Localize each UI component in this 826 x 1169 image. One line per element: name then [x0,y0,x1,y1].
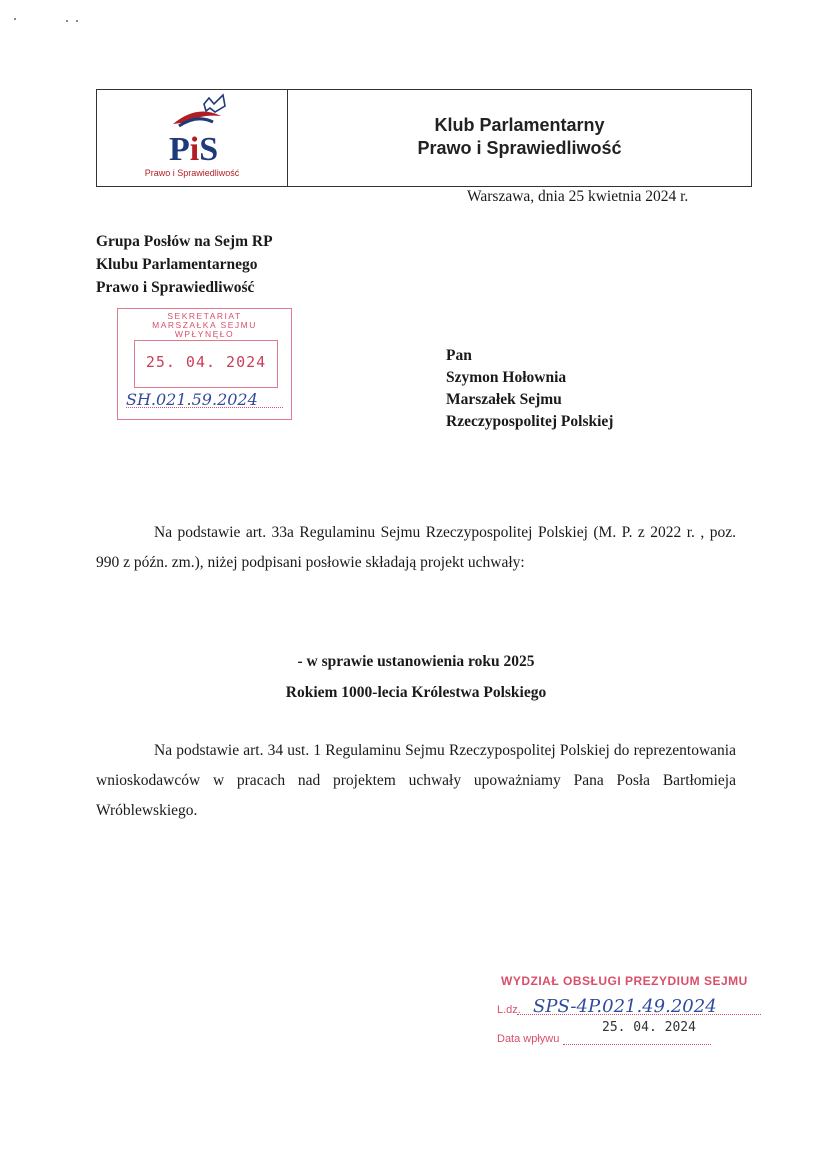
addressee-block [446,345,613,433]
date-received-label: Data wpływu [497,1033,560,1045]
resolution-line: Rokiem 1000-lecia Królestwa Polskiego [285,684,547,701]
resolution-title [96,646,736,708]
crown-icon [204,95,225,112]
addressee-line: Marszałek Sejmu [446,391,562,408]
stamp-header-line: SEKRETARIAT [167,311,242,321]
logo-letter-p: PiS [169,131,219,168]
scan-speck [14,18,16,20]
sender-line: Prawo i Sprawiedliwość [96,279,255,296]
stamp-header-line: MARSZAŁKA SEJMU [152,320,257,330]
addressee-line: Szymon Hołownia [446,369,567,386]
received-stamp [117,308,292,420]
scan-speck [76,20,78,22]
sender-block [96,230,273,299]
office-stamp-header: WYDZIAŁ OBSŁUGI PREZYDIUM SEJMU [501,974,748,988]
club-title [288,114,751,160]
logo-subtitle: Prawo i Sprawiedliwość [144,168,240,178]
stamp-header-line: WPŁYNĘŁO [174,329,235,339]
club-title-line1: Klub Parlamentarny [434,115,605,135]
sender-line: Klubu Parlamentarnego [96,256,258,273]
body-paragraph-2 [96,736,736,826]
body-paragraph-1 [96,518,736,578]
paragraph-text: Na podstawie art. 33a Regulaminu Sejmu Rzeczypospolitej Polskiej (M. P. z 2022 r. , poz. 990 z późn. zm.), niżej podpisani posłowie składają projekt uchwały: [96,524,736,571]
office-stamp [497,974,767,1054]
club-title-line2: Prawo i Sprawiedliwość [417,138,622,158]
ldz-label: L.dz. [497,1004,521,1016]
stamp-reference: SH.021.59.2024 [126,390,258,409]
stamp-date-box [134,340,278,388]
stamp-dotted-line [517,1014,761,1015]
addressee-line: Rzeczypospolitej Polskiej [446,413,614,430]
resolution-line: - w sprawie ustanowienia roku 2025 [297,653,535,670]
date-line: Warszawa, dnia 25 kwietnia 2024 r. [467,188,689,205]
office-stamp-date: 25. 04. 2024 [602,1020,696,1035]
paragraph-text: Na podstawie art. 34 ust. 1 Regulaminu Sejmu Rzeczypospolitej Polskiej do reprezentowania wnioskodawców w pracach nad projektem uchwały upoważniamy Pana Posła Bartłomieja Wróblewskiego. [96,742,736,819]
office-stamp-reference: SPS-4P.021.49.2024 [533,996,717,1017]
stamp-dotted-line [126,407,283,408]
letterhead [96,89,752,187]
sender-line: Grupa Posłów na Sejm RP [96,233,273,250]
stamp-dotted-line [563,1044,711,1045]
stamp-date: 25. 04. 2024 [145,353,267,371]
scan-speck [66,20,68,22]
addressee-line: Pan [446,347,472,364]
